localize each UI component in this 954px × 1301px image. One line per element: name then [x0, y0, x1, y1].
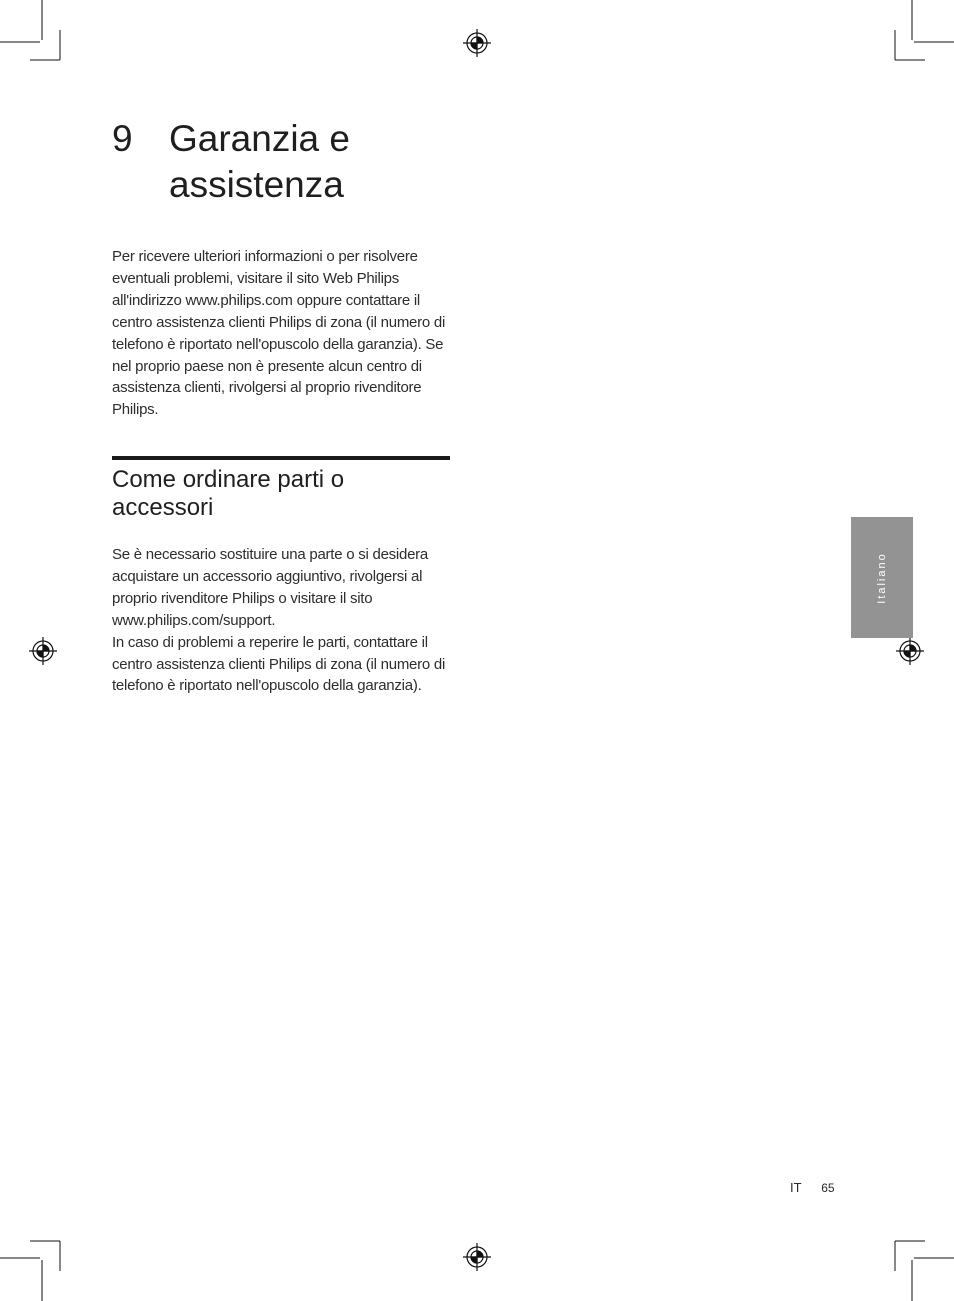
intro-paragraph: Per ricevere ulteriori informazioni o per risolvere eventuali problemi, visitare il sito Web Philips all'indirizzo www.philips.com oppure contattare il centro assistenza clienti Philips di zona (il numero di telefono è riportato nell'opuscolo della garanzia). Se nel proprio paese non è presente alcun centro di assistenza clienti, rivolgersi al proprio rivenditore Philips.	[112, 248, 446, 419]
language-tab-label: Italiano	[876, 551, 888, 604]
section-paragraph-1: Se è necessario sostituire una parte o si desidera acquistare un accessorio aggiuntivo, rivolgersi al proprio rivenditore Philips o visitare il sito www.philips.com/support.	[112, 546, 429, 629]
language-side-tab	[851, 517, 913, 638]
chapter-number: 9	[112, 118, 133, 159]
chapter-title: Garanzia e assistenza	[169, 118, 350, 205]
section-divider	[112, 456, 450, 460]
page-footer	[790, 1180, 835, 1195]
page-number: 65	[821, 1181, 835, 1195]
section-body	[112, 544, 457, 697]
footer-language: IT	[790, 1180, 802, 1195]
section-paragraph-2: In caso di problemi a reperire le parti, contattare il centro assistenza clienti Philips di zona (il numero di telefono è riportato nell'opuscolo della garanzia).	[112, 633, 446, 695]
section-title: Come ordinare parti o accessori	[112, 466, 345, 521]
